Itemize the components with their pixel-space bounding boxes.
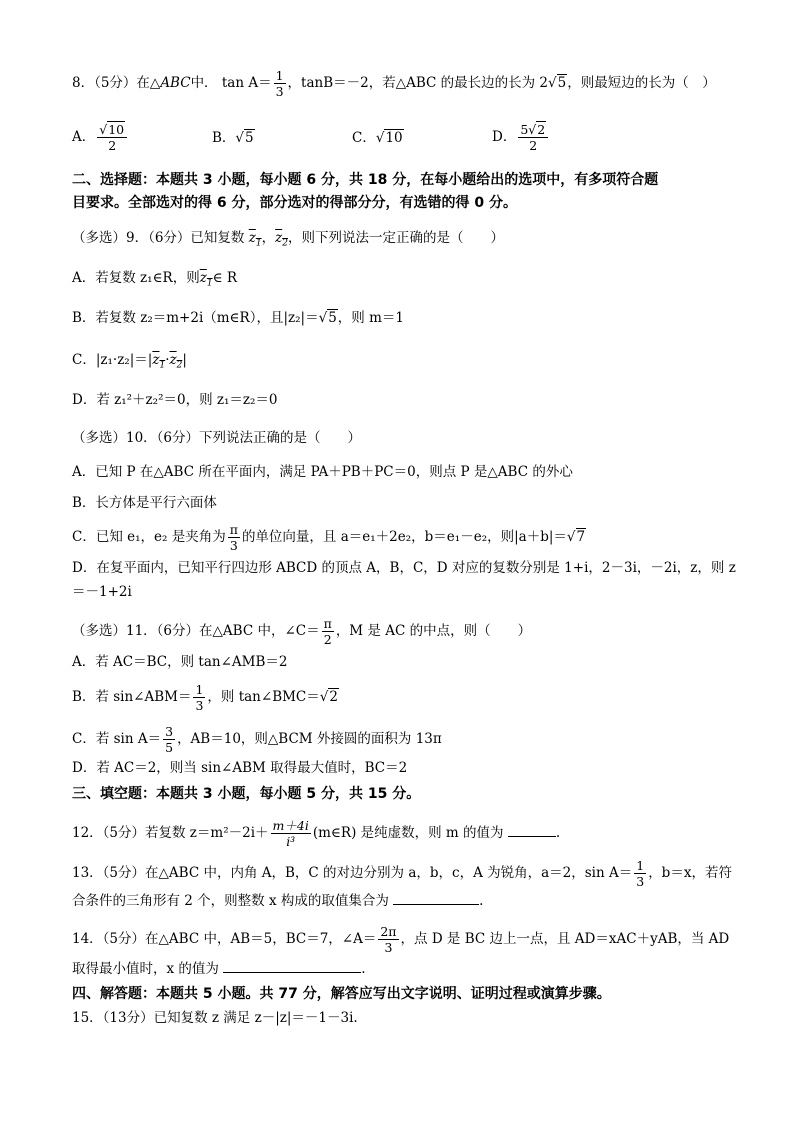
q14-cont: 取得最小值时，x 的值为 . — [72, 958, 734, 979]
q11-stem: （多选）11．（6分）在△ABC 中，∠C＝ $\frac{\pi}{2}$ ，M 是 AC 的中点，则（ ） — [72, 616, 532, 647]
q14: 14．（5分）在△ABC 中，AB＝5，BC＝7，∠A＝ $\frac{2\pi}{3}$ ，点 D 是 BC 边上一点，且 AD＝xAC＋yAB，当 AD — [72, 924, 730, 955]
q8-options — [72, 122, 734, 162]
section-2-heading: 二、选择题：本题共 3 小题，每小题 6 分，共 18 分，在每小题给出的选项中，有多项符合题 — [72, 172, 659, 188]
section-4-heading: 四、解答题：本题共 5 小题。共 77 分，解答应写出文字说明、证明过程或演算步骤。 — [72, 986, 611, 1002]
q13: 13．（5分）在△ABC 中，内角 A，B，C 的对边分别为 a，b，c，A 为锐角，a＝2，sin A＝ $\frac{1}{3}$ ，b＝x，若符 — [72, 858, 732, 889]
q14-answer-blank[interactable] — [223, 958, 361, 973]
q10-option-c[interactable]: C．已知 e₁，e₂ 是夹角为 $\frac{\pi}{3}$ 的单位向量，且 a＝e₁＋2e₂，b＝e₁－e₂，则|a＋b|＝√7 — [72, 522, 586, 553]
section-3-heading: 三、填空题：本题共 3 小题，每小题 5 分，共 15 分。 — [72, 786, 421, 802]
q13-answer-blank[interactable] — [393, 890, 479, 905]
q12-answer-blank[interactable] — [508, 822, 556, 837]
fraction: $\frac{1}{3}$ — [275, 68, 284, 99]
q15: 15．（13分）已知复数 z 满足 z－|z|＝－1－3i. — [72, 1010, 358, 1026]
q9-option-a[interactable]: A．若复数 z₁∈R，则$z_1\in$ R — [72, 270, 238, 289]
q11-option-a[interactable]: A．若 AC＝BC，则 tan∠AMB＝2 — [72, 654, 288, 670]
q11-option-d[interactable]: D．若 AC＝2，则当 sin∠ABM 取得最大值时，BC＝2 — [72, 760, 408, 776]
q8-option-d[interactable]: D． $\frac{5√2}{2}$ — [492, 122, 550, 153]
q8-option-a[interactable]: A． $\frac{√10}{2}$ — [72, 122, 129, 153]
q8-option-b[interactable]: B．√5 — [212, 130, 254, 146]
q10-option-d[interactable]: D．在复平面内，已知平行四边形 ABCD 的顶点 A，B，C，D 对应的复数分别是 1+i，2－3i，－2i，z，则 z — [72, 560, 736, 576]
q12: 12．（5分）若复数 z＝m²－2i＋ $\frac{m+4i}{\text{i³}}$ (m∈R) 是纯虚数，则 m 的值为 . — [72, 818, 561, 849]
q10-option-b[interactable]: B．长方体是平行六面体 — [72, 495, 217, 511]
q10-option-a[interactable]: A．已知 P 在△ABC 所在平面内，满足 PA＋PB＋PC＝0，则点 P 是△ABC 的外心 — [72, 464, 573, 480]
q9-option-b[interactable]: B．若复数 z₂＝m+2i（m∈R），且|z₂|＝√5，则 m＝1 — [72, 310, 404, 326]
q10-option-d-cont: ＝－1+2i — [72, 584, 132, 600]
q9-stem: （多选）9．（6分）已知复数 $z_1$，$z_2$，则下列说法一定正确的是（ ） — [72, 230, 504, 249]
q13-cont: 合条件的三角形有 2 个，则整数 x 构成的取值集合为 . — [72, 890, 734, 911]
q9-option-c[interactable]: C．$|z_1\cdot z_2|=|z_1\cdot z_2|$ — [72, 352, 187, 371]
q8-stem: 8．（5分）在△ABC中． tan A＝ $\frac{1}{3}$ ，tanB＝－2，若△ABC 的最长边的长为 2√5，则最短边的长为（ ） — [72, 68, 716, 99]
section-2-heading-cont: 目要求。全部选对的得 6 分，部分选对的得部分分，有选错的得 0 分。 — [72, 195, 517, 211]
q9-option-d[interactable]: D．若 z₁²＋z₂²＝0，则 z₁＝z₂＝0 — [72, 392, 278, 408]
q11-option-c[interactable]: C．若 sin A＝ $\frac{3}{5}$ ，AB＝10，则△BCM 外接圆的面积为 13π — [72, 724, 442, 755]
q10-stem: （多选）10．（6分）下列说法正确的是（ ） — [72, 430, 362, 446]
q8-option-c[interactable]: C．√10 — [352, 130, 403, 146]
q11-option-b[interactable]: B．若 sin∠ABM＝ $\frac{1}{3}$ ，则 tan∠BMC＝√2 — [72, 682, 338, 713]
